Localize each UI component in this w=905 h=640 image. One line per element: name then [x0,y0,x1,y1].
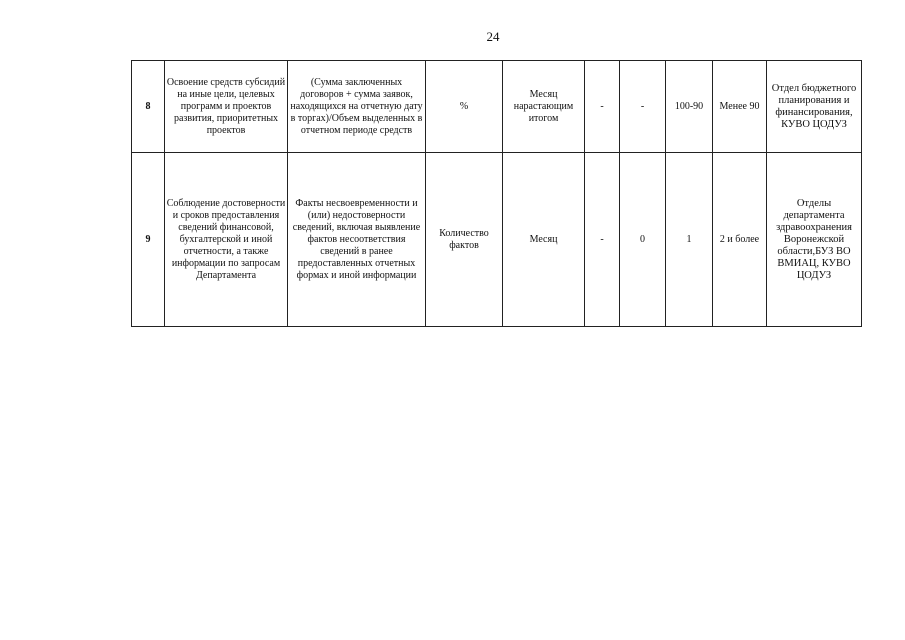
value-col-7: 0 [620,153,666,327]
responsible-unit: Отделы департамента здравоохранения Воронежской области,БУЗ ВО ВМИАЦ, КУВО ЦОДУЗ [767,153,862,327]
indicator-name: Освоение средств субсидий на иные цели, целевых программ и проектов развития, приоритетных проектов [165,61,288,153]
indicator-formula: Факты несвоевременности и (или) недостоверности сведений, включая выявление фактов несоответствия сведений в ранее предоставленных отчетных формах и иной информации [288,153,426,327]
value-col-9: 2 и более [713,153,767,327]
value-col-9: Менее 90 [713,61,767,153]
table-row [132,153,862,327]
indicators-table [131,60,862,327]
reporting-period: Месяц [503,153,585,327]
unit-of-measure: % [426,61,503,153]
reporting-period: Месяц нарастающим итогом [503,61,585,153]
value-col-8: 100-90 [666,61,713,153]
value-col-6: - [585,61,620,153]
indicator-name: Соблюдение достоверности и сроков предоставления сведений финансовой, бухгалтерской и иной отчетности, а также информации по запросам Департамента [165,153,288,327]
indicator-formula: (Сумма заключенных договоров + сумма заявок, находящихся на отчетную дату в торгах)/Объем выделенных в отчетном периоде средств [288,61,426,153]
responsible-unit: Отдел бюджетного планирования и финансирования, КУВО ЦОДУЗ [767,61,862,153]
value-col-6: - [585,153,620,327]
unit-of-measure: Количество фактов [426,153,503,327]
table-row [132,61,862,153]
value-col-7: - [620,61,666,153]
row-number: 9 [132,153,165,327]
value-col-8: 1 [666,153,713,327]
page-number: 24 [486,29,500,44]
row-number: 8 [132,61,165,153]
